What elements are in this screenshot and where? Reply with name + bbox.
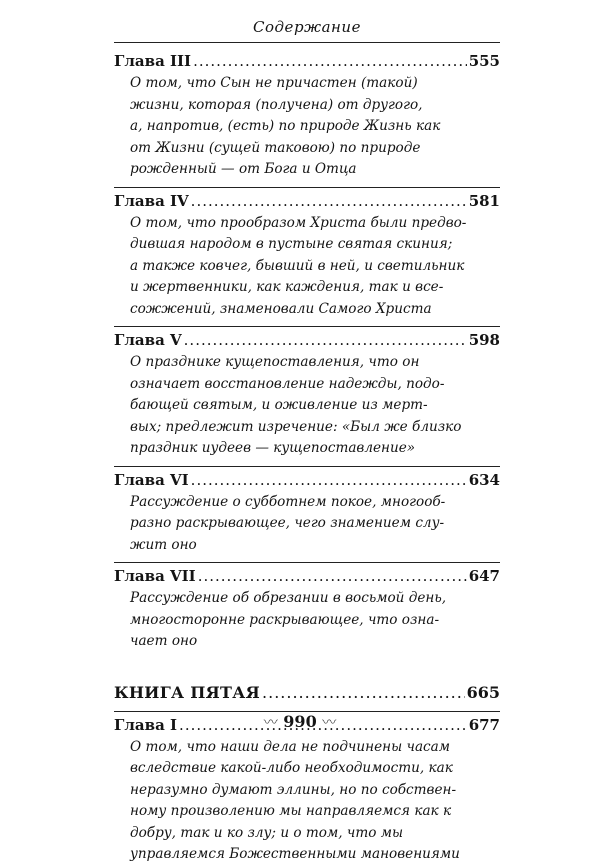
chapter-heading <box>114 469 500 492</box>
entry-rule <box>114 562 500 563</box>
book-page-number: 665 <box>466 682 500 702</box>
toc-entry <box>114 714 500 866</box>
chapter-page-number: 634 <box>468 470 500 489</box>
description-line: и жертвенники, как каждения, так и все- <box>130 279 444 295</box>
chapter-description <box>114 588 500 653</box>
description-line: означает восстановление надежды, подо- <box>130 375 445 392</box>
description-line: жит оно <box>130 536 197 553</box>
page-number: 990 <box>283 712 317 731</box>
chapter-heading <box>114 190 500 213</box>
toc-entry <box>114 50 500 188</box>
description-line: О том, что наши дела не подчинены часам <box>130 738 451 755</box>
chapter-page-number: 677 <box>468 715 500 734</box>
description-line: управляемся Божественными мановениями <box>130 846 460 862</box>
leader-dots <box>198 565 467 588</box>
description-line: рожденный — от Бога и Отца <box>130 161 357 177</box>
chapter-heading <box>114 565 500 588</box>
toc-entry <box>114 565 500 653</box>
chapter-title: Глава VI <box>114 470 189 489</box>
chapter-title: Глава VII <box>114 567 196 585</box>
description-line: ному произволению мы направляемся как к <box>130 803 452 819</box>
running-header: Содержание <box>253 18 361 36</box>
toc-entry <box>114 190 500 328</box>
page-footer <box>0 712 600 732</box>
chapter-page-number: 581 <box>468 191 500 210</box>
chapter-heading <box>114 329 500 352</box>
chapter-page-number: 555 <box>468 52 500 70</box>
leader-dots <box>262 681 465 705</box>
description-line: О празднике кущепоставления, что он <box>130 354 420 370</box>
header-rule <box>114 42 500 43</box>
chapter-description <box>114 73 500 181</box>
chapter-description <box>114 213 500 321</box>
description-line: сожжений, знаменовали Самого Христа <box>130 300 432 317</box>
leader-dots <box>184 329 467 352</box>
description-line: О том, что Сын не причастен (такой) <box>130 75 418 91</box>
ornament-right-icon: 〰 <box>322 715 337 731</box>
description-line: неразумно думают эллины, но по собствен- <box>130 781 457 798</box>
description-line: добру, так и ко злу; и о том, что мы <box>130 824 404 841</box>
entry-rule <box>114 187 500 188</box>
description-line: а, напротив, (есть) по природе Жизнь как <box>130 118 441 134</box>
ornament-left-icon: 〰 <box>263 715 278 731</box>
description-line: О том, что прообразом Христа были предво- <box>130 214 467 231</box>
description-line: многосторонне раскрывающее, что озна- <box>130 611 440 628</box>
chapter-title: Глава I <box>114 715 178 734</box>
description-line: чает оно <box>130 633 198 649</box>
chapter-heading <box>114 50 500 73</box>
description-line: дившая народом в пустыне святая скиния; <box>130 236 453 252</box>
chapter-description <box>114 492 500 557</box>
chapter-page-number: 647 <box>468 567 500 585</box>
chapter-list <box>114 50 500 653</box>
chapter-title: Глава III <box>114 52 192 70</box>
description-line: разно раскрывающее, чего знамением слу- <box>130 515 445 531</box>
leader-dots <box>191 190 467 213</box>
description-line: праздник иудеев — кущепоставление» <box>130 440 416 456</box>
entry-rule <box>114 326 500 327</box>
table-of-contents <box>114 48 500 866</box>
description-line: вследствие какой-либо необходимости, как <box>130 760 453 776</box>
chapter-page-number: 598 <box>468 331 500 349</box>
leader-dots <box>193 50 467 73</box>
description-line: жизни, которая (получена) от другого, <box>130 96 423 113</box>
leader-dots <box>191 469 467 492</box>
book-chapter-list <box>114 714 500 866</box>
chapter-title: Глава IV <box>114 191 189 210</box>
description-line: Рассуждение о субботнем покое, многооб- <box>130 493 446 510</box>
toc-entry <box>114 329 500 467</box>
chapter-description <box>114 352 500 460</box>
book-heading <box>114 681 500 705</box>
description-line: от Жизни (сущей таковою) по природе <box>130 139 421 156</box>
chapter-title: Глава V <box>114 331 182 349</box>
description-line: а также ковчег, бывший в ней, и светильник <box>130 257 465 274</box>
entry-rule <box>114 466 500 467</box>
toc-entry <box>114 469 500 564</box>
description-line: бающей святым, и оживление из мерт- <box>130 397 428 413</box>
description-line: Рассуждение об обрезании в восьмой день, <box>130 590 447 606</box>
chapter-description <box>114 737 500 866</box>
description-line: вых; предлежит изречение: «Был же близко <box>130 418 462 435</box>
book-title: КНИГА ПЯТАЯ <box>114 682 261 702</box>
